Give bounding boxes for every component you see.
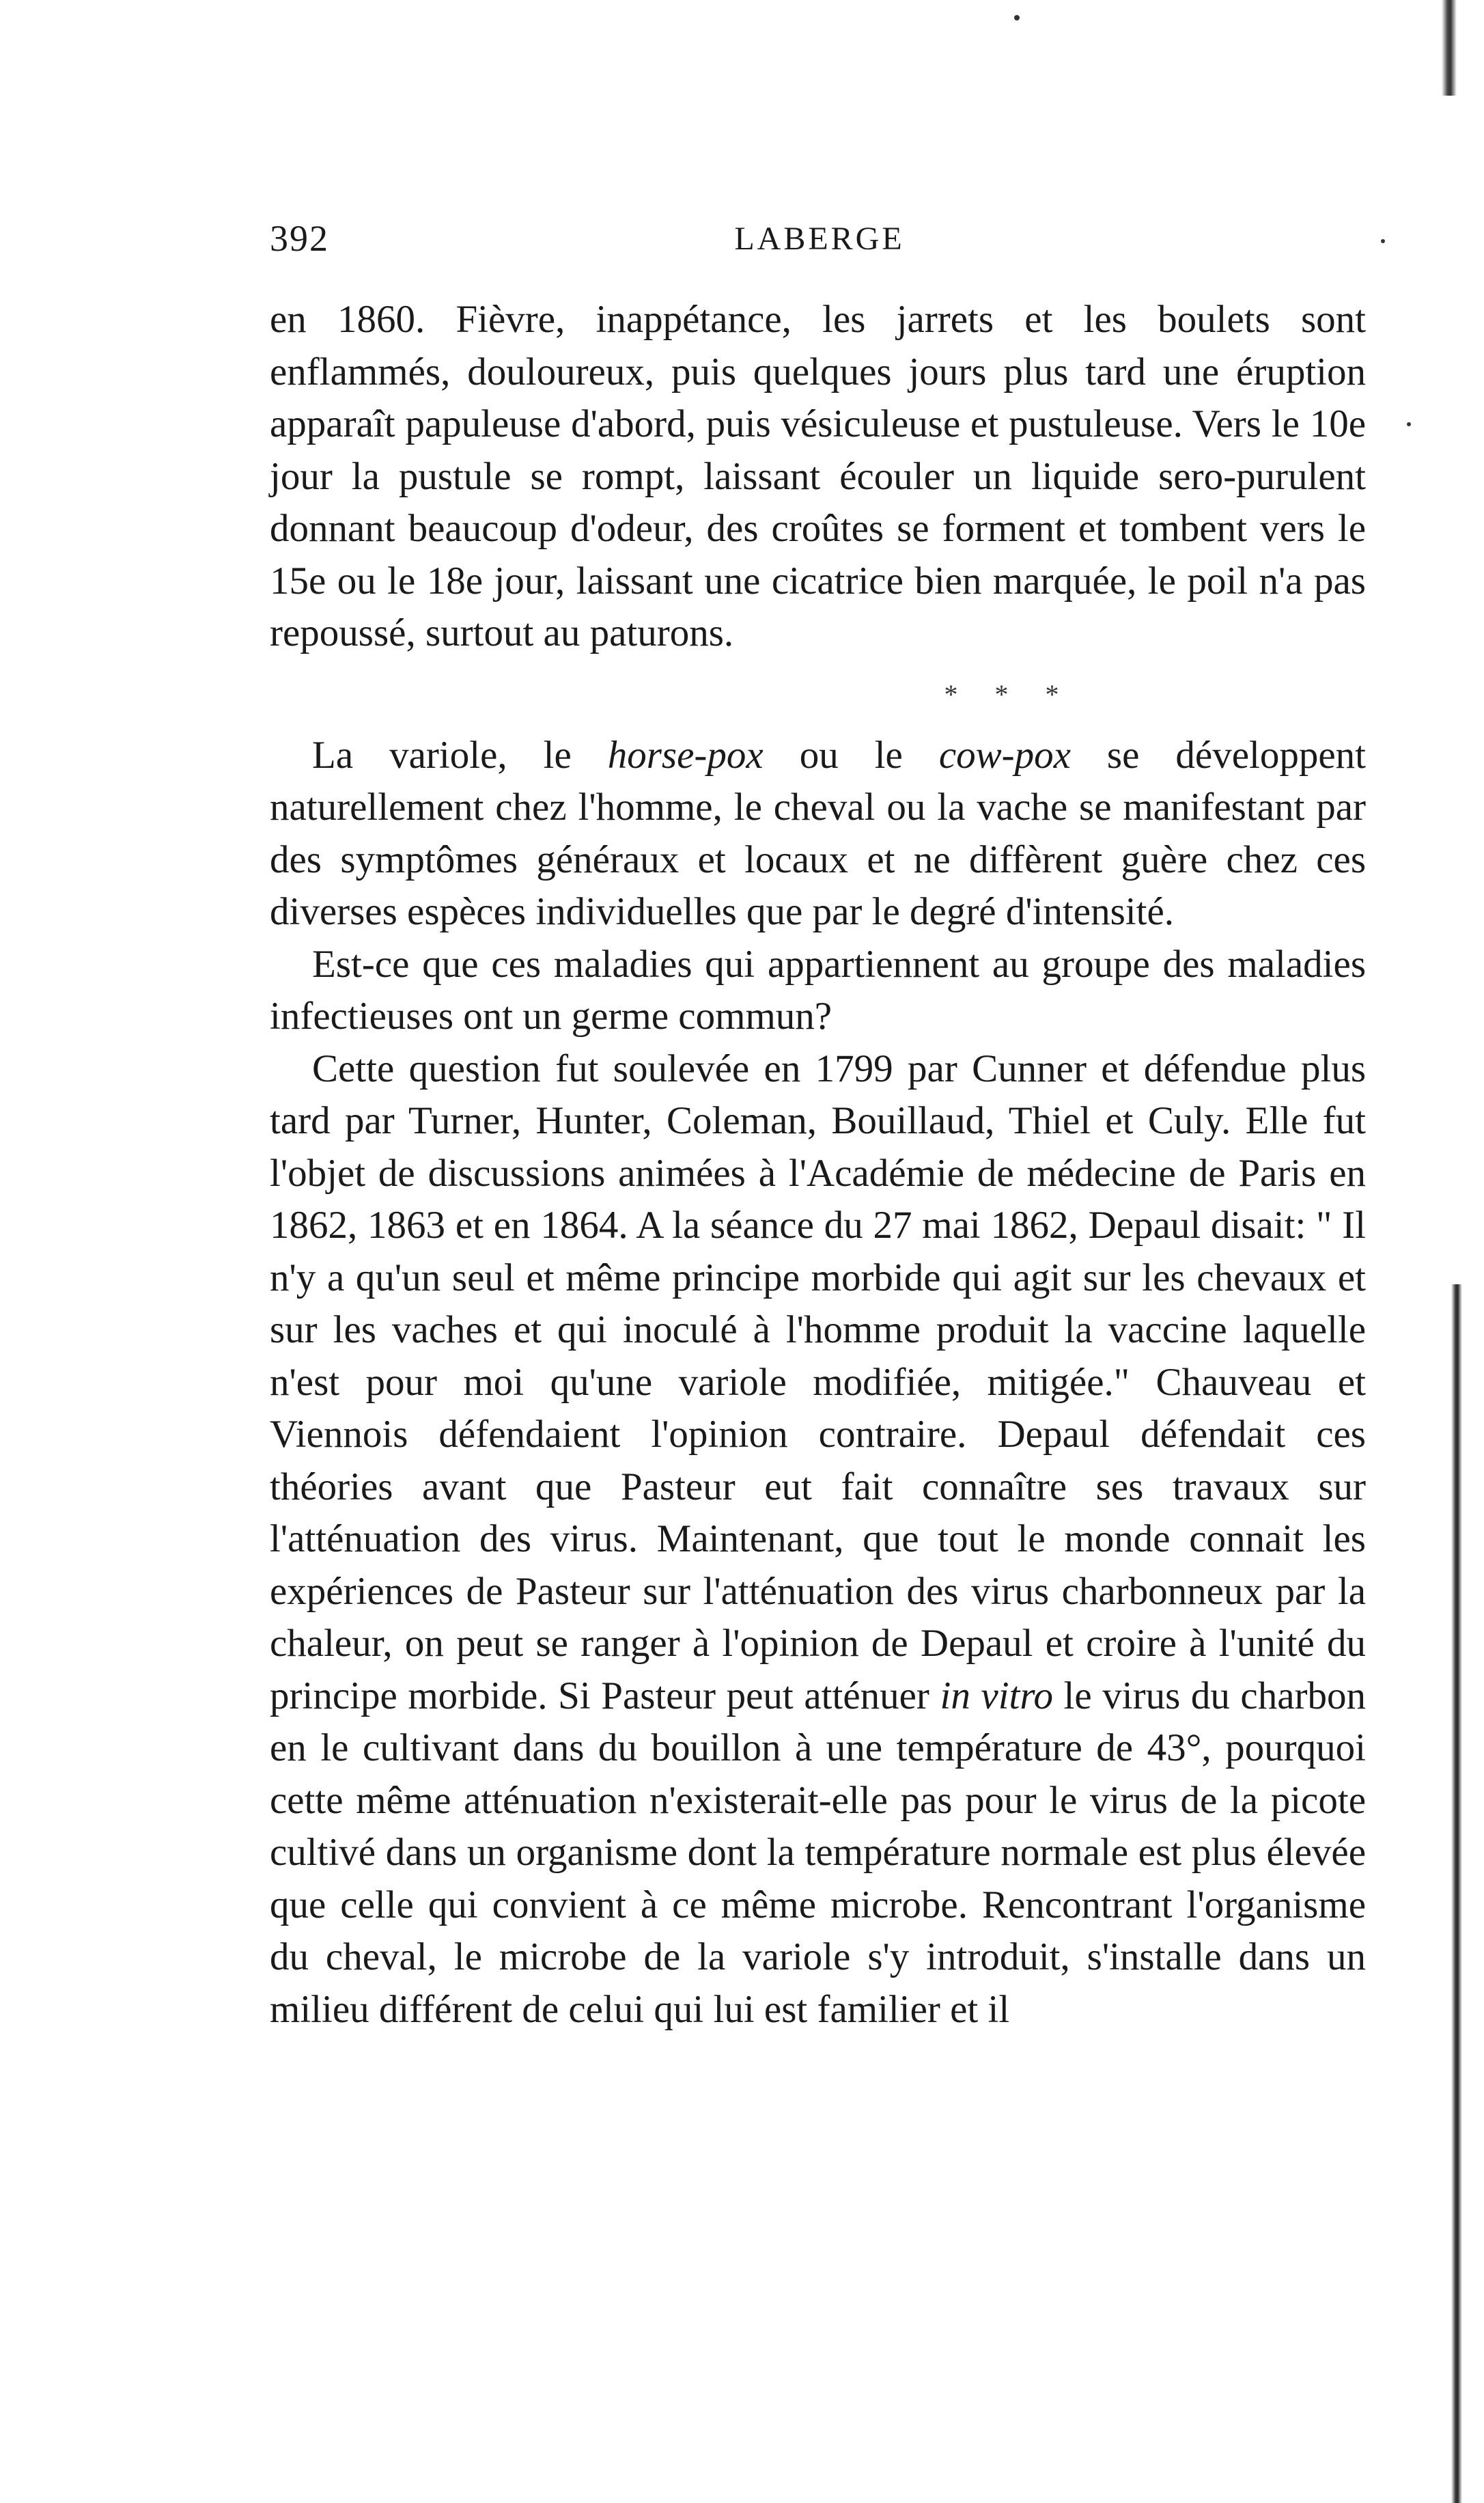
scan-speck — [1407, 422, 1411, 426]
running-head: LABERGE — [734, 221, 905, 257]
scan-edge-bottom — [1451, 1284, 1462, 2503]
paragraph-history — [270, 1043, 1366, 2036]
paragraph-question: Est-ce que ces maladies qui appartiennent au groupe des maladies infectieuses ont un germe commun? — [270, 942, 1366, 1038]
scan-edge-top — [1442, 0, 1457, 96]
italic-term-cow-pox: cow-pox — [938, 733, 1071, 777]
body-text — [270, 294, 1366, 2036]
italic-term-horse-pox: horse-pox — [607, 733, 764, 777]
scan-speck — [1381, 239, 1385, 243]
scan-speck — [1014, 15, 1020, 20]
text-run: La variole, le — [312, 733, 608, 777]
text-run: Cette question fut soulevée en 1799 par Cunner et défendue plus tard par Turner, Hunter, Coleman, Bouillaud, Thiel et Culy. Elle fut l'objet de discussions animées à l'Académie de médecine de Paris en 1862, 1863 et en 1864. A la séance du 27 mai 1862, Depaul disait: " Il n'y a qu'un seul et même principe morbide qui agit sur les chevaux et sur les vaches et qui inoculé à l'homme produit la vaccine laquelle n'est pour moi qu'une variole modifiée, mitigée." Chauveau et Viennois défendaient l'opinion contraire. Depaul défendait ces théories avant que Pasteur eut fait connaître ses travaux sur l'atténuation des virus. Maintenant, que tout le monde connait les expériences de Pasteur sur l'atténuation des virus charbonneux par la chaleur, on peut se ranger à l'opinion de Depaul et croire à l'unité du principe morbide. Si Pasteur peut atténuer — [270, 1047, 1366, 1717]
page-header — [270, 217, 1369, 272]
page-number: 392 — [270, 218, 329, 259]
paragraph-variole — [270, 730, 1366, 939]
text-run: se développent naturellement chez l'homme, le cheval ou la vache se manifestant par des symptômes généraux et locaux et ne diffèrent guère chez ces diverses espèces individuelles que par le degré d'intensité. — [270, 733, 1366, 933]
paragraph-continuation: en 1860. Fièvre, inappétance, les jarrets et les boulets sont enflammés, douloureux, puis quelques jours plus tard une éruption apparaît papuleuse d'abord, puis vésiculeuse et pustuleuse. Vers le 10e jour la pustule se rompt, laissant écouler un liquide sero-purulent donnant beaucoup d'odeur, des croûtes se forment et tombent vers le 15e ou le 18e jour, laissant une cicatrice bien marquée, le poil n'a pas repoussé, surtout au paturons. — [270, 298, 1366, 654]
text-run: ou le — [763, 733, 939, 777]
section-separator: * * * — [944, 678, 1074, 710]
text-run: le virus du charbon en le cultivant dans du bouillon à une température de 43°, pourquoi cette même atténuation n'existerait-elle pas pour le virus de la picote cultivé dans un organisme dont la température normale est plus élevée que celle qui convient à ce même microbe. Rencontrant l'organisme du cheval, le microbe de la variole s'y introduit, s'installe dans un milieu différent de celui qui lui est familier et il — [270, 1674, 1366, 2031]
italic-term-in-vitro: in vitro — [940, 1674, 1053, 1717]
